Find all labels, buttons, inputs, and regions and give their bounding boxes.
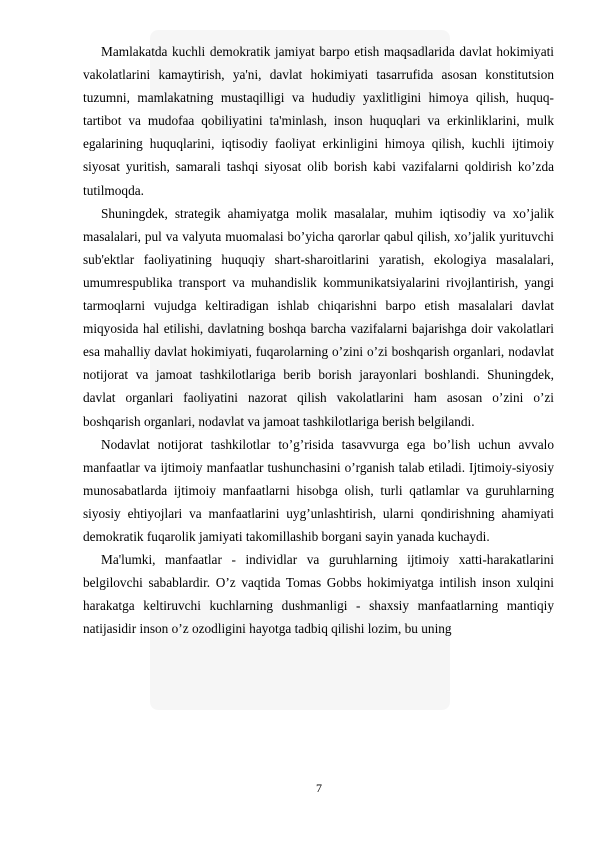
paragraph-1: Mamlakatda kuchli demokratik jamiyat barpo etish maqsadlarida davlat hokimiyati vakolatlarini kamaytirish, ya'ni, davlat hokimiyati tasarrufida asosan konstitutsion tuzumni, mamlakatning mustaqilligi va hududiy yaxlitligini himoya qilish, huquq-tartibot va mudofaa qobiliyatini ta'minlash, inson huquqlari va erkinliklarini, mulk egalarining huquqlarini, iqtisodiy faoliyat erkinligini himoya qilish, kuchli ijtimoiy siyosat yuritish, samarali tashqi siyosat olib borish kabi vazifalarni qoldirish ko’zda tutilmoqda. [83,44,554,198]
paragraph-3: Nodavlat notijorat tashkilotlar to’g’risida tasavvurga ega bo’lish uchun avvalo manfaatlar va ijtimoiy manfaatlar tushunchasini o’rganish talab etiladi. Ijtimoiy-siyosiy munosabatlarda ijtimoiy manfaatlarni hisobga olish, turli qatlamlar va guruhlarning siyosiy ehtiyojlari va manfaatlarini uyg’unlashtirish, ularni qondirishning ahamiyati demokratik fuqarolik jamiyati takomillashib borgani sayin yanada kuchaydi. [83,436,554,544]
paragraph-4: Ma'lumki, manfaatlar - individlar va guruhlarning ijtimoiy xatti-harakatlarini belgilovchi sabablardir. O’z vaqtida Tomas Gobbs hokimiyatga intilish inson xulqini harakatga keltiruvchi kuchlarning dushmanligi - shaxsiy manfaatlarning mantiqiy natijasidir inson o’z ozodligini hayotga tadbiq qilishi lozim, bu uning [83,552,554,637]
paragraph-2: Shuningdek, strategik ahamiyatga molik masalalar, muhim iqtisodiy va xo’jalik masalalari, pul va valyuta muomalasi bo’yicha qarorlar qabul qilish, xo’jalik yurituvchi sub'ektlar faoliyatining huquqiy shart-sharoitlarini yaratish, ekologiya masalalari, umumrespublika transport va muhandislik kommunikatsiyalarini rivojlantirish, yangi tarmoqlarni vujudga keltiradigan ishlab chiqarishni barpo etish masalalari davlat miqyosida hal etilishi, davlatning boshqa barcha vazifalarni bajarishga doir vakolatlari esa mahalliy davlat hokimiyati, fuqarolarning o’zini o’zi boshqarish organlari, nodavlat notijorat va jamoat tashkilotlariga berib borish jarayonlari boshlandi. Shuningdek, davlat organlari faoliyatini nazorat qilish vakolatlarini ham asosan o’zini o’zi boshqarish organlari, nodavlat va jamoat tashkilotlariga berish belgilandi. [83,205,554,429]
page-number: 7 [316,781,322,795]
document-page [83,40,554,640]
